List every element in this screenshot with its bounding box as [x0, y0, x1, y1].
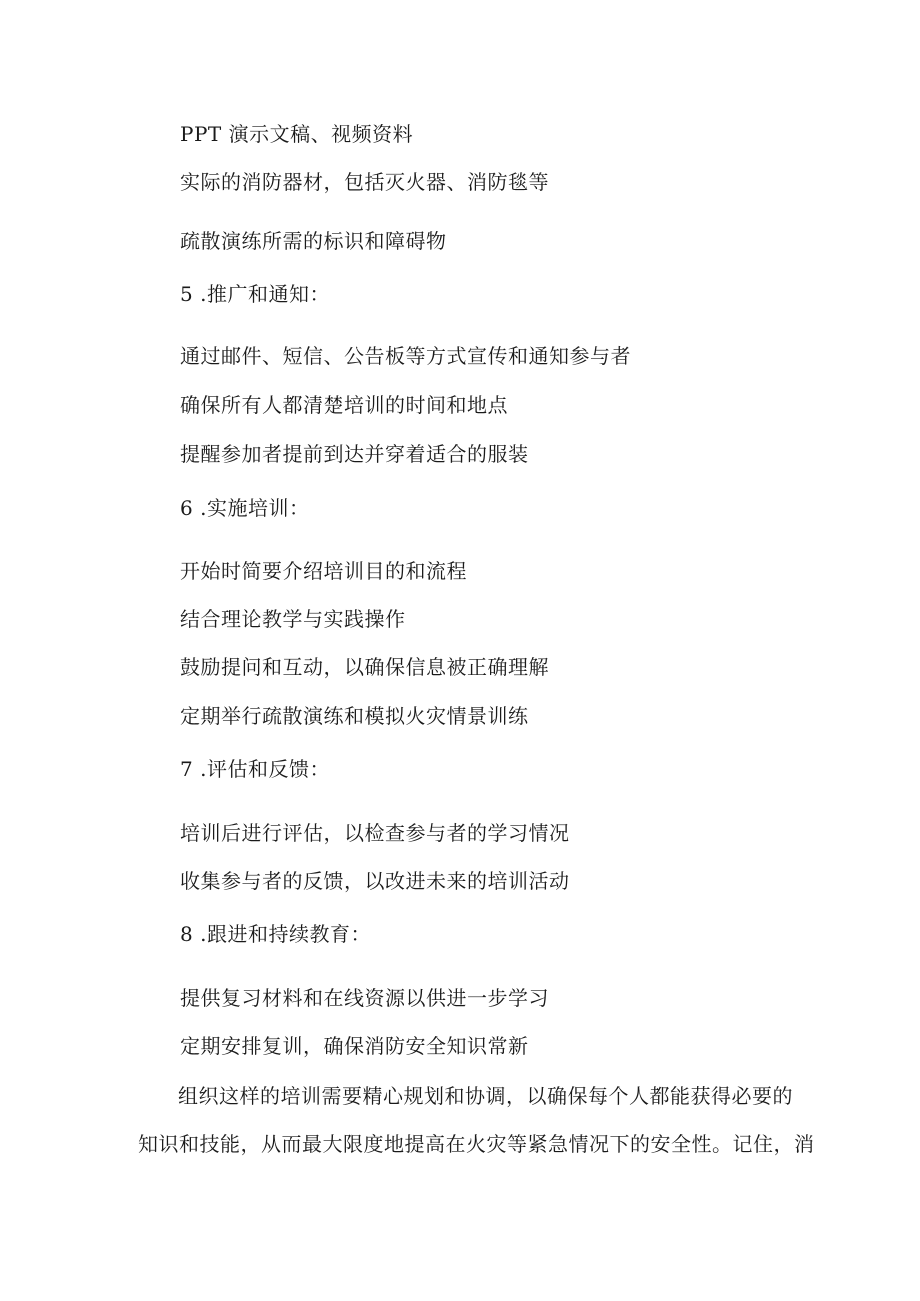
paragraph-line: 知识和技能，从而最大限度地提高在火灾等紧急情况下的安全性。记住，消 — [138, 1132, 815, 1156]
list-item: 确保所有人都清楚培训的时间和地点 — [180, 393, 508, 417]
list-item: 鼓励提问和互动，以确保信息被正确理解 — [180, 655, 549, 679]
list-item: 疏散演练所需的标识和障碍物 — [180, 229, 447, 253]
section-heading-6: 6 .实施培训： — [180, 496, 310, 520]
list-item: PPT 演示文稿、视频资料 — [180, 122, 414, 146]
paragraph-line: 组织这样的培训需要精心规划和协调，以确保每个人都能获得必要的 — [178, 1084, 793, 1108]
list-item: 提醒参加者提前到达并穿着适合的服装 — [180, 442, 529, 466]
list-item: 提供复习材料和在线资源以供进一步学习 — [180, 986, 549, 1010]
section-heading-8: 8 .跟进和持续教育： — [180, 922, 371, 946]
list-item: 通过邮件、短信、公告板等方式宣传和通知参与者 — [180, 344, 631, 368]
list-item: 结合理论教学与实践操作 — [180, 607, 406, 631]
section-heading-7: 7 .评估和反馈： — [180, 757, 330, 781]
list-item: 定期安排复训，确保消防安全知识常新 — [180, 1034, 529, 1058]
list-item: 收集参与者的反馈，以改进未来的培训活动 — [180, 869, 570, 893]
list-item: 定期举行疏散演练和模拟火灾情景训练 — [180, 704, 529, 728]
list-item: 开始时简要介绍培训目的和流程 — [180, 559, 467, 583]
list-item: 实际的消防器材，包括灭火器、消防毯等 — [180, 170, 549, 194]
section-heading-5: 5 .推广和通知： — [180, 282, 330, 306]
list-item: 培训后进行评估，以检查参与者的学习情况 — [180, 821, 570, 845]
